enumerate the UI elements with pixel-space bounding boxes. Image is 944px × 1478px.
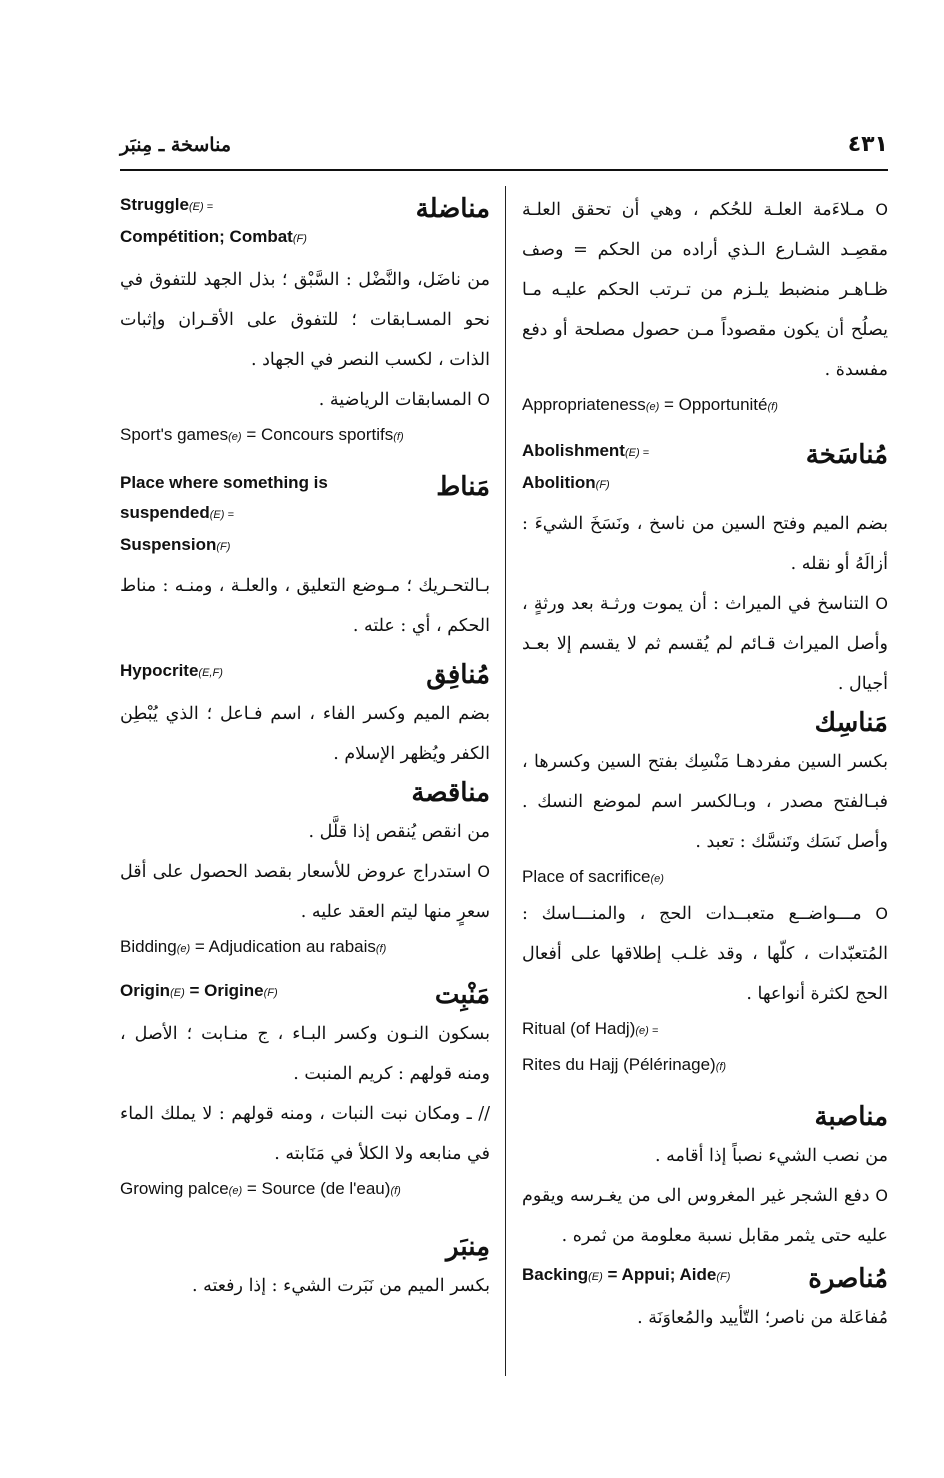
arabic-definition: من انقص يُنقص إذا قلَّل .: [308, 822, 490, 842]
english-term: Hypocrite(E,F): [120, 661, 223, 680]
arabic-definition: من ناضَل، والنَّضْل : السَّبْق ؛ بذل الجهد للتفوق في نحو المسـابقات ؛ للتفوق على الأقـران وإثبات الذات ، لكسب النصر في الجهاد .: [120, 270, 490, 370]
headword: مُناسَخة: [805, 440, 888, 470]
headword: مَنْبِت: [434, 980, 490, 1010]
translation-line: Place of sacrifice(e): [522, 867, 664, 886]
entry-manat: Place where something is suspended(E) = Suspension(F) مَناط بـالتحـريك ؛ مـوضع التعليق ، والعلـة ، ومنـه : مناط الحكم ، أي : علته .: [120, 468, 490, 646]
left-column: [120, 190, 490, 1306]
page-number: ٤٣١: [847, 132, 888, 157]
headword: مناصبة: [814, 1102, 888, 1132]
entry-munadala: [120, 190, 490, 452]
headword: مَناسِك: [814, 708, 888, 738]
entry-munaqasa: [120, 774, 490, 964]
entry-minbar: [120, 1228, 490, 1306]
entry-munasara: [522, 1260, 888, 1338]
arabic-definition: بكسر الميم من نَبَرت الشيء : إذا رفعته .: [191, 1276, 490, 1296]
headword: مَناط: [436, 472, 490, 502]
headword: مُناصرة: [808, 1264, 888, 1294]
column-divider: [505, 186, 506, 1376]
french-term: Compétition; Combat(F): [120, 227, 307, 246]
running-head: مناسخة ـ مِنبَر: [120, 134, 231, 156]
sub-definition: O مـــواضــع متعبــدات الحج ، والمنـــاسك : المُتعبّدات ، كلّها ، وقد غلـب إطلاقها على أفعال الحج لكثرة أنواعها .: [522, 904, 888, 1004]
arabic-definition: بـالتحـريك ؛ مـوضع التعليق ، والعلـة ، ومنـه : مناط الحكم ، أي : علته .: [120, 576, 490, 636]
entry-munafiq: [120, 656, 490, 774]
sub-definition: O المسابقات الرياضية .: [318, 390, 490, 410]
headword: مُنافِق: [426, 660, 490, 690]
english-term: Struggle(E) =: [120, 195, 214, 214]
french-term: Suspension(F): [120, 535, 231, 554]
sub-definition: O استدراج عروض للأسعار بقصد الحصول على أقل سعرٍ منها ليتم العقد عليه .: [120, 862, 490, 922]
translation-line: Growing palce(e) = Source (de l'eau)(f): [120, 1179, 401, 1198]
sub-definition: O دفع الشجر غير المغروس الى من يغـرسه ويقوم عليه حتى يثمر مقابل نسبة معلومة من ثمره .: [522, 1186, 888, 1246]
arabic-definition: من نصب الشيء نصباً إذا أقامه .: [655, 1146, 888, 1166]
translation-line-2: Ritual (of Hadj)(e) =: [522, 1019, 659, 1038]
entry-munasaba: [522, 1098, 888, 1256]
translation-line: Appropriateness(e) = Opportunité(f): [522, 395, 778, 414]
arabic-definition: مُفاعَلة من ناصر؛ التّأييد والمُعاوَنَة .: [637, 1308, 888, 1328]
arabic-definition: بسكون النـون وكسر البـاء ، ج منـابت ؛ الأصل ، ومنه قولهم : كريم المنبت .: [120, 1024, 490, 1084]
sub-definition: O التناسخ في الميراث : أن يموت ورثـة بعد ورثةٍ ، وأصل الميراث قـائم لم يُقسم ثم لا يقسم إلا بعـد أجيال .: [522, 594, 888, 694]
arabic-definition: بكسر السين مفردهـا مَنْسِك بفتح السين وكسرها ، فبـالفتح مصدر ، وبـالكسر اسم لموضع النسك . وأصل نَسَك وتَنسَّك : تعبد .: [522, 752, 888, 852]
entry-munasakha: [522, 436, 888, 704]
headword: مناضلة: [415, 194, 490, 224]
page-header: [120, 128, 888, 168]
english-term: Abolishment(E) =: [522, 441, 650, 460]
sub-definition: O مـلاءَمة العلـة للحُكم ، وهي أن تحقق العلـة مقصِـد الشـارع الـذي أراده من الحكم = وصف ظـاهـر منضبط يلـزم من تـرتب الحكم عليـه مـا يصلُح أن يكون مقصوداً مـن حصول مصلحة أو دفع مفسدة .: [522, 200, 888, 380]
right-column: [522, 190, 888, 1338]
headword: مناقصة: [411, 778, 490, 808]
header-rule: [120, 169, 888, 171]
french-term: Abolition(F): [522, 473, 610, 492]
translation-line: Bidding(e) = Adjudication au rabais(f): [120, 937, 387, 956]
english-term: Place where something is: [120, 473, 328, 492]
entry-manbit: [120, 976, 490, 1206]
arabic-definition: بضم الميم وكسر الفاء ، اسم فـاعل ؛ الذي يُبْطِن الكفر ويُظهر الإسلام .: [120, 704, 490, 764]
translation-line-3: Rites du Hajj (Pélérinage)(f): [522, 1055, 727, 1074]
headword: مِنبَر: [446, 1232, 490, 1262]
entry-continued: [522, 190, 888, 422]
translation-line: Sport's games(e) = Concours sportifs(f): [120, 425, 404, 444]
entry-manasik: [522, 704, 888, 1082]
arabic-definition: بضم الميم وفتح السين من ناسخ ، ونَسَخَ الشيءَ : أزالَهُ أو نقله .: [522, 514, 888, 574]
arabic-definition-2: // ـ ومكان نبت النبات ، ومنه قولهم : لا يملك الماء في منابعه ولا الكلأ في مَنَابته .: [120, 1104, 490, 1164]
english-term: Origin(E) = Origine(F): [120, 981, 278, 1000]
english-term: Backing(E) = Appui; Aide(F): [522, 1265, 731, 1284]
